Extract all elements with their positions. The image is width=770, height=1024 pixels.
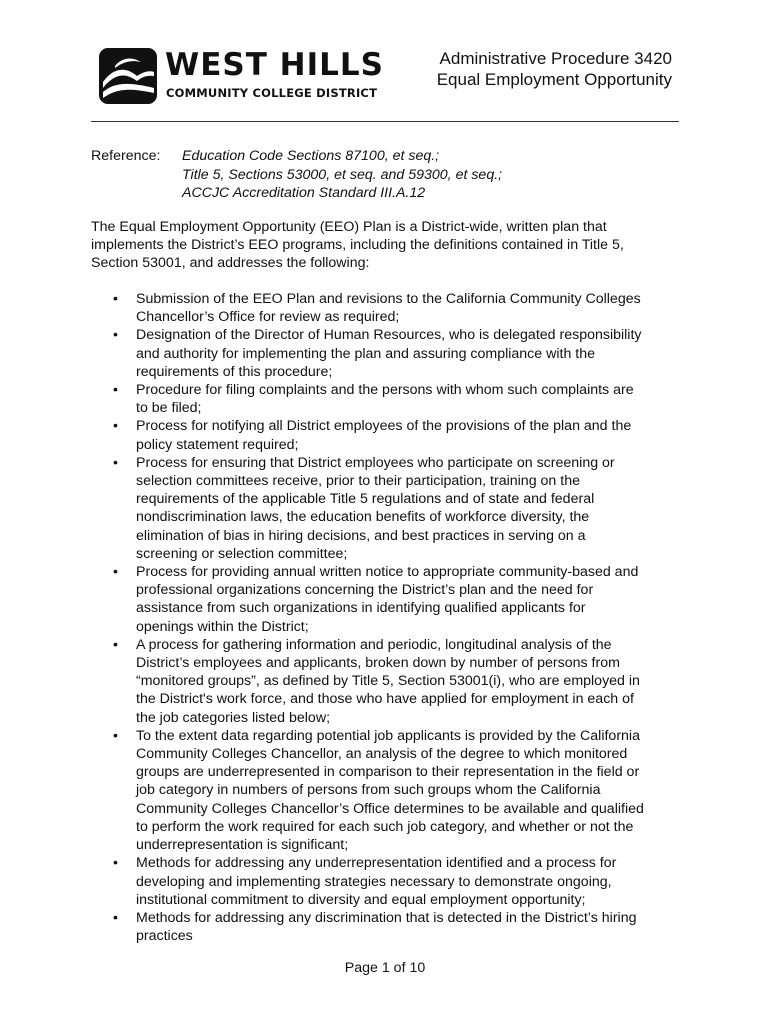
list-item-line: practices — [136, 928, 193, 945]
list-item-line: policy statement required; — [136, 436, 299, 453]
reference-item: Education Code Sections 87100, et seq.; — [182, 148, 440, 164]
list-item-line: screening or selection committee; — [136, 545, 348, 562]
list-item-line: the job categories listed below; — [136, 709, 331, 726]
list-item — [91, 636, 691, 727]
district-logo — [97, 46, 387, 106]
list-item-line: the District's work force, and those who have applied for employment in each of — [136, 691, 634, 708]
bullet-icon: • — [113, 855, 118, 872]
requirements-list — [91, 290, 691, 945]
reference-item: ACCJC Accreditation Standard III.A.12 — [182, 185, 426, 201]
procedure-subtitle: Equal Employment Opportunity — [436, 70, 672, 89]
list-item — [91, 854, 691, 909]
list-item-line: institutional commitment to diversity and equal employment opportunity; — [136, 891, 586, 908]
list-item-line: Process for providing annual written notice to appropriate community-based and — [136, 564, 639, 581]
logo-wordmark: WEST HILLS — [165, 47, 384, 83]
list-item-line: Methods for addressing any underrepresentation identified and a process for — [136, 855, 617, 872]
logo-subtitle: COMMUNITY COLLEGE DISTRICT — [166, 86, 378, 100]
list-item — [91, 727, 691, 854]
list-item-line: Community Colleges Chancellor, an analysis of the degree to which monitored — [136, 746, 628, 763]
list-item-line: groups are underrepresented in comparison to their representation in the field or — [136, 764, 640, 781]
list-item-line: requirements of the applicable Title 5 regulations and of state and federal — [136, 491, 595, 508]
list-item-line: job category in numbers of persons from such groups whom the California — [136, 782, 601, 799]
list-item-line: underrepresentation is significant; — [136, 837, 349, 854]
list-item-line: Methods for addressing any discrimination that is detected in the District’s hiring — [136, 909, 637, 926]
intro-line: Section 53001, and addresses the following: — [91, 255, 370, 272]
list-item — [91, 381, 691, 417]
list-item-line: District’s employees and applicants, broken down by number of persons from — [136, 655, 620, 672]
bullet-icon: • — [113, 727, 118, 744]
list-item-line: elimination of bias in hiring decisions, and best practices in serving on a — [136, 527, 586, 544]
list-item-line: “monitored groups”, as defined by Title 5, Section 53001(i), who are employed in — [136, 673, 640, 690]
list-item-line: openings within the District; — [136, 618, 309, 635]
reference-list — [182, 147, 502, 203]
bullet-icon: • — [113, 418, 118, 435]
list-item-line: Chancellor’s Office for review as required; — [136, 309, 400, 326]
list-item-line: developing and implementing strategies necessary to demonstrate ongoing, — [136, 873, 612, 890]
list-item-line: requirements of this procedure; — [136, 363, 333, 380]
list-item-line: Community Colleges Chancellor’s Office determines to be available and qualified — [136, 800, 644, 817]
list-item-line: selection committees receive, prior to their participation, training on the — [136, 473, 580, 490]
list-item-line: and authority for implementing the plan and assuring compliance with the — [136, 345, 595, 362]
list-item-line: assistance from such organizations in identifying qualified applicants for — [136, 600, 586, 617]
list-item — [91, 417, 691, 453]
list-item-line: Process for notifying all District employees of the provisions of the plan and the — [136, 418, 632, 435]
bullet-icon: • — [113, 291, 118, 307]
list-item-line: Designation of the Director of Human Resources, who is delegated responsibility — [136, 327, 642, 344]
list-item — [91, 290, 691, 326]
list-item — [91, 563, 691, 636]
list-item-line: nondiscrimination laws, the education benefits of workforce diversity, the — [136, 509, 590, 526]
list-item-line: to be filed; — [136, 400, 202, 417]
header-divider — [91, 121, 679, 122]
bullet-icon: • — [113, 327, 118, 344]
list-item-line: to perform the work required for each such job category, and whether or not the — [136, 818, 634, 835]
intro-line: implements the District’s EEO programs, including the definitions contained in Title 5, — [91, 237, 624, 254]
bullet-icon: • — [113, 564, 118, 581]
reference-item: Title 5, Sections 53000, et seq. and 59300, et seq.; — [182, 166, 503, 183]
reference-label: Reference: — [91, 148, 161, 164]
intro-line: The Equal Employment Opportunity (EEO) Plan is a District-wide, written plan that — [91, 219, 607, 235]
list-item-line: Process for ensuring that District employees who participate on screening or — [136, 454, 615, 471]
intro-paragraph — [91, 218, 691, 273]
bullet-icon: • — [113, 454, 118, 471]
list-item-line: Submission of the EEO Plan and revisions to the California Community Colleges — [136, 291, 641, 307]
list-item — [91, 454, 691, 563]
list-item-line: professional organizations concerning the District’s plan and the need for — [136, 582, 594, 599]
list-item — [91, 909, 691, 945]
page-number: Page 1 of 10 — [344, 960, 426, 976]
bullet-icon: • — [113, 636, 118, 653]
list-item-line: A process for gathering information and periodic, longitudinal analysis of the — [136, 636, 612, 653]
list-item-line: Procedure for filing complaints and the persons with whom such complaints are — [136, 382, 634, 399]
list-item — [91, 326, 691, 381]
hills-logo-icon — [97, 46, 159, 106]
bullet-icon: • — [113, 382, 118, 399]
list-item-line: To the extent data regarding potential job applicants is provided by the California — [136, 727, 640, 744]
procedure-header — [437, 48, 672, 90]
bullet-icon: • — [113, 909, 118, 926]
procedure-title: Administrative Procedure 3420 — [439, 49, 672, 68]
